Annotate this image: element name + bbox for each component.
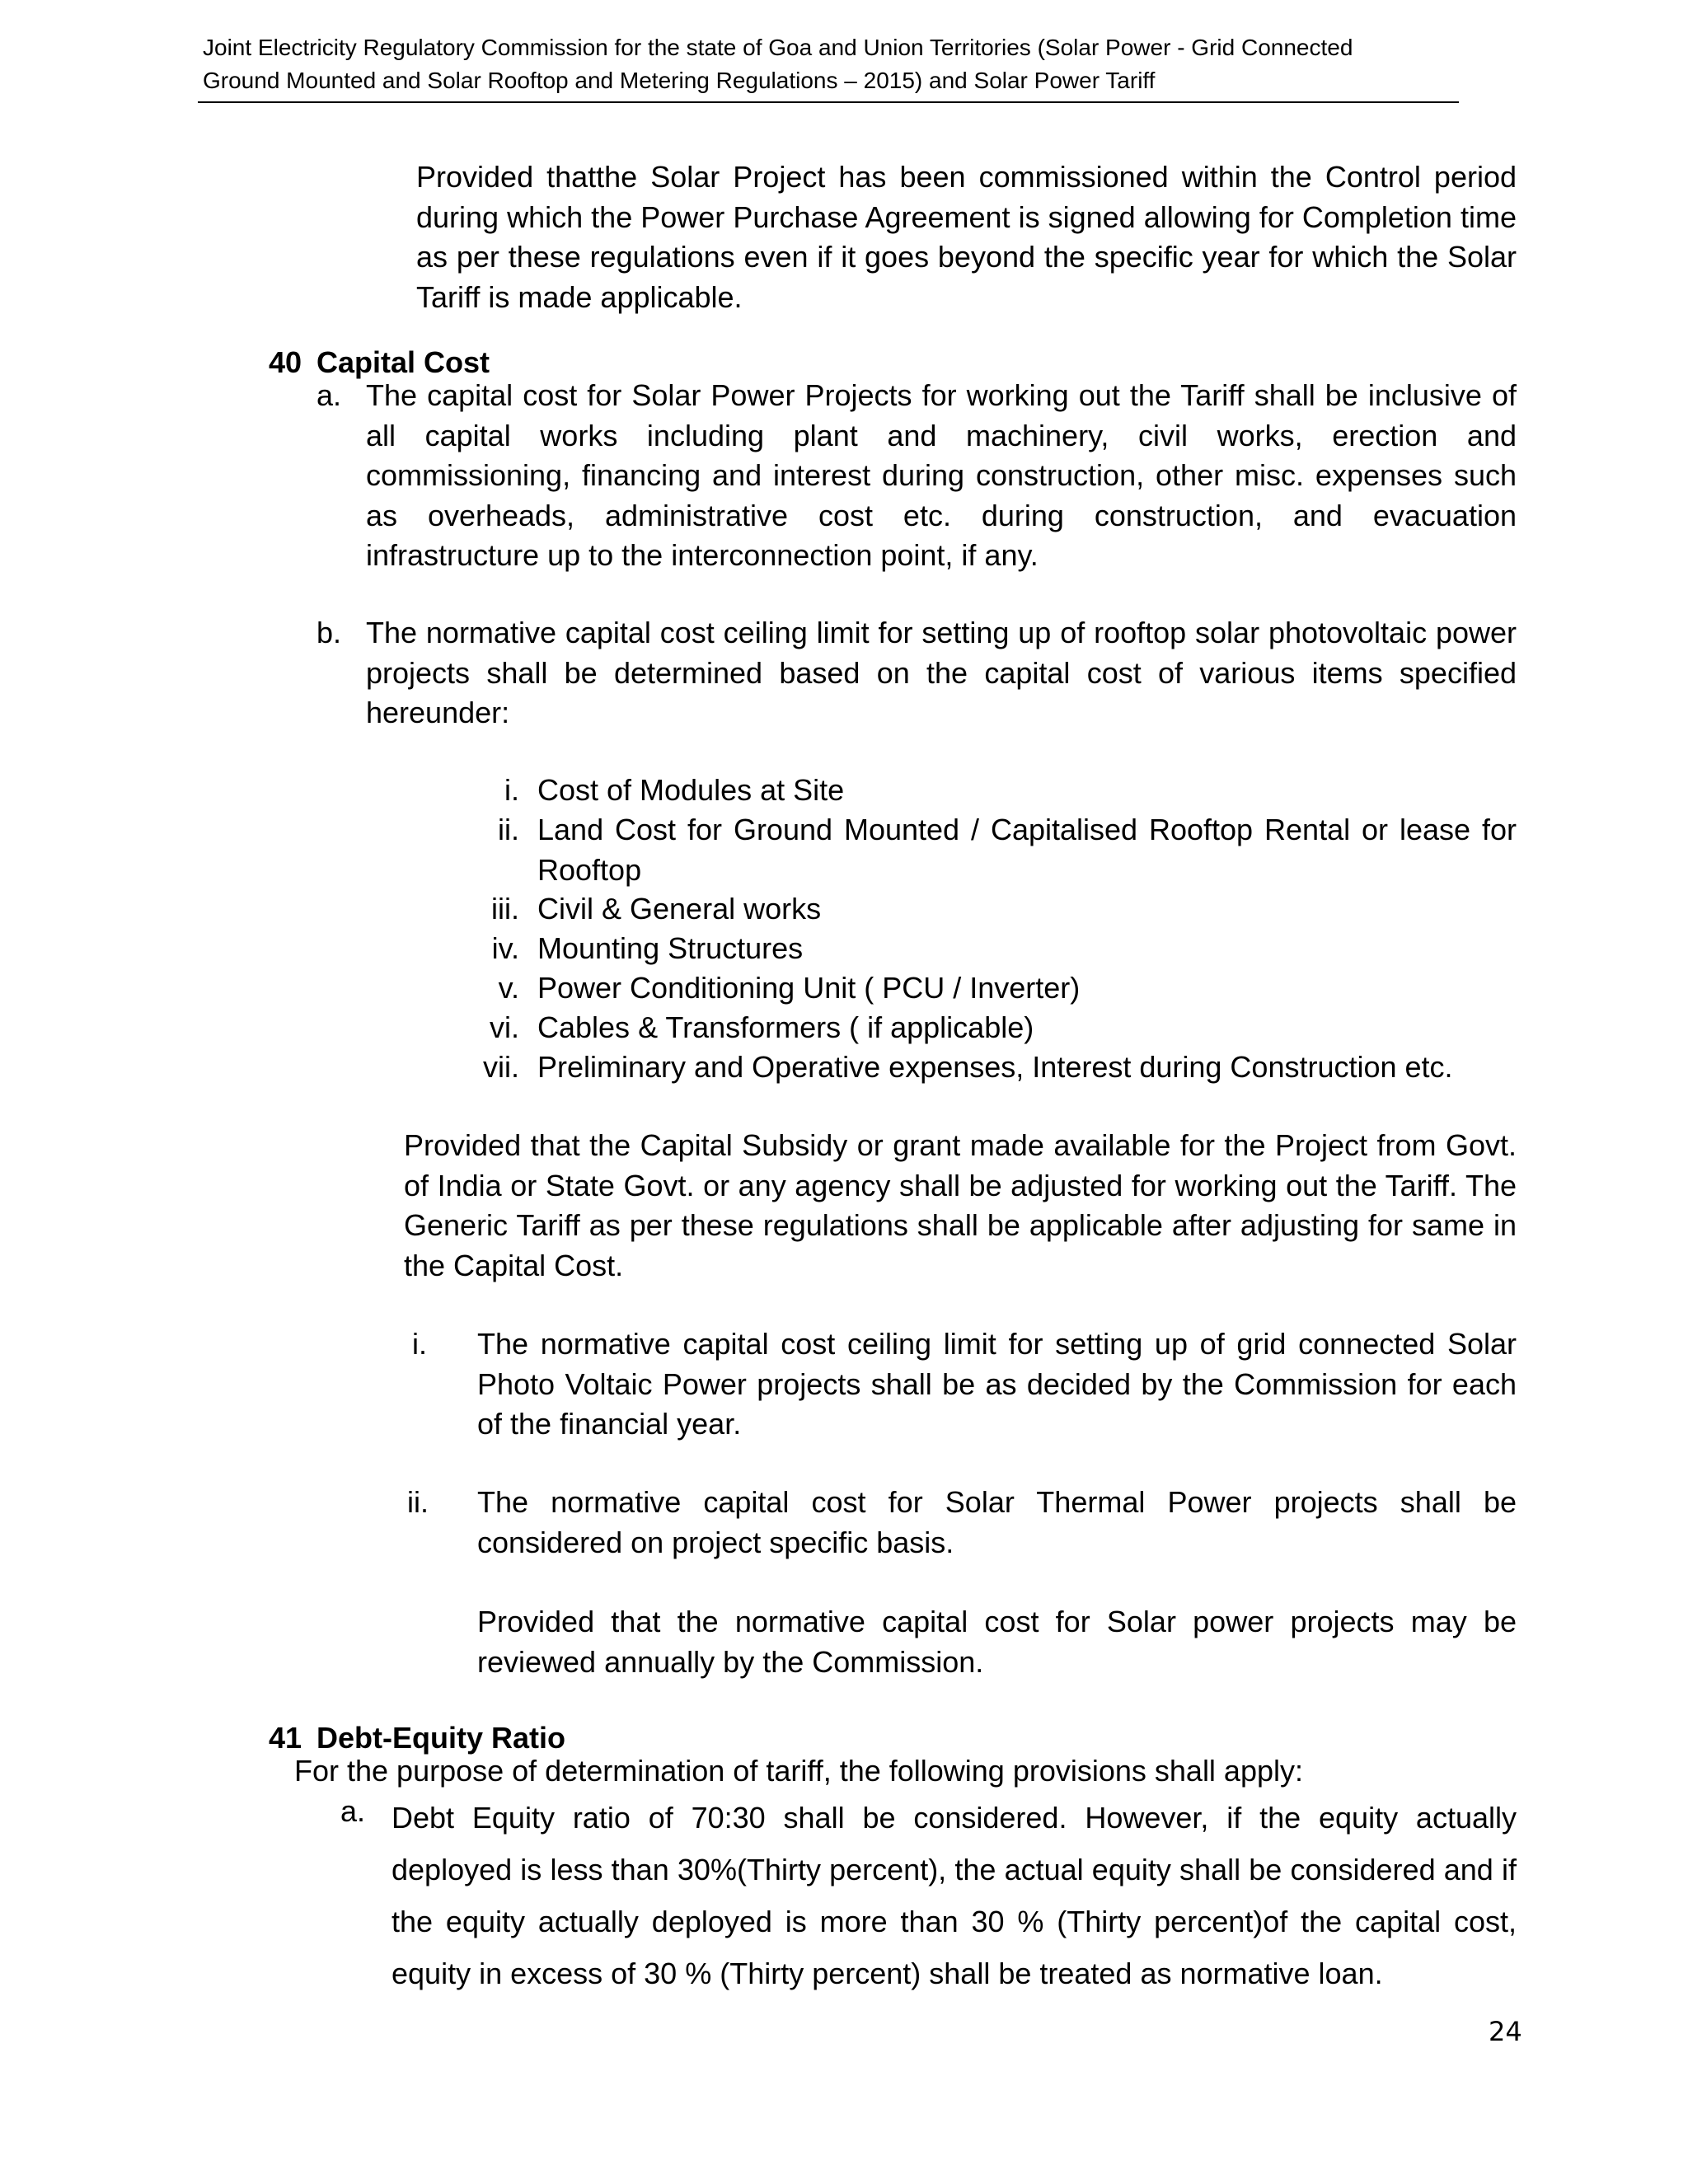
list-item: Cables & Transformers ( if applicable) [537,1010,1034,1044]
list-item-label: vii. [483,1050,519,1084]
clause-a-text: Debt Equity ratio of 70:30 shall be considered. However, if the equity actually deployed is less than 30%(Thirty percent), the actual equity shall be considered and if the equity actually deployed is more than 30 % (Thirty percent)of the capital cost, equity in excess of 30 % (Thirty percent) shall be treated as normative loan. [392,1801,1517,1990]
section-title: Debt-Equity Ratio [316,1721,565,1755]
subsidy-proviso: Provided that the Capital Subsidy or grant made available for the Project from Govt. of India or State Govt. or any agency shall be adjusted for working out the Tariff. The Generic Tariff as per these regulations shall be applicable after adjusting for same in the Capital Cost. [404,1128,1517,1282]
sub-clause-ii-label: ii. [407,1485,429,1519]
sub-clause-i-label: i. [412,1327,427,1361]
list-item-label: v. [498,971,519,1005]
list-item: Power Conditioning Unit ( PCU / Inverter) [537,971,1081,1005]
review-proviso: Provided that the normative capital cost for Solar power projects may be reviewed annually by the Commission. [477,1605,1517,1679]
list-item: Land Cost for Ground Mounted / Capitalised Rooftop Rental or lease for Rooftop [537,813,1517,887]
section-41-intro: For the purpose of determination of tariff, the following provisions shall apply: [294,1754,1303,1788]
list-item-label: iii. [491,892,519,926]
header-line-1: Joint Electricity Regulatory Commission for the state of Goa and Union Territories (Solar Power - Grid Connected [203,35,1353,60]
list-item-label: i. [504,773,519,807]
list-item: Preliminary and Operative expenses, Interest during Construction etc. [537,1050,1453,1084]
header-line-2: Ground Mounted and Solar Rooftop and Metering Regulations – 2015) and Solar Power Tariff [203,68,1156,93]
clause-b-label: b. [316,616,342,649]
list-item: Mounting Structures [537,931,804,965]
list-item-label: vi. [490,1010,519,1044]
clause-b-text: The normative capital cost ceiling limit for setting up of rooftop solar photovoltaic power projects shall be determined based on the capital cost of various items specified hereunder: [366,616,1517,729]
clause-a-text: The capital cost for Solar Power Projects for working out the Tariff shall be inclusive of all capital works including plant and machinery, civil works, erection and commissioning, financing and interest during construction, other misc. expenses such as overheads, administrative cost etc. during construction, and evacuation infrastructure up to the interconnection point, if any. [366,378,1517,572]
header-divider [198,101,1459,103]
intro-proviso: Provided thatthe Solar Project has been commissioned within the Control period during which the Power Purchase Agreement is signed allowing for Completion time as per these regulations even if it goes beyond the specific year for which the Solar Tariff is made applicable. [416,160,1517,314]
list-item-label: iv. [491,931,519,965]
section-number: 40 [269,345,302,379]
clause-a-label: a. [340,1794,366,1828]
sub-clause-i-text: The normative capital cost ceiling limit for setting up of grid connected Solar Photo Voltaic Power projects shall be as decided by the Commission for each of the financial year. [477,1327,1517,1441]
clause-a-label: a. [316,378,342,412]
running-header [203,31,1456,97]
list-item-label: ii. [498,813,519,846]
sub-clause-ii-text: The normative capital cost for Solar Thermal Power projects shall be considered on project specific basis. [477,1485,1517,1559]
page-number: 24 [1489,2016,1522,2047]
list-item: Civil & General works [537,892,822,926]
section-number: 41 [269,1721,302,1755]
section-title: Capital Cost [316,345,490,379]
list-item: Cost of Modules at Site [537,773,845,807]
